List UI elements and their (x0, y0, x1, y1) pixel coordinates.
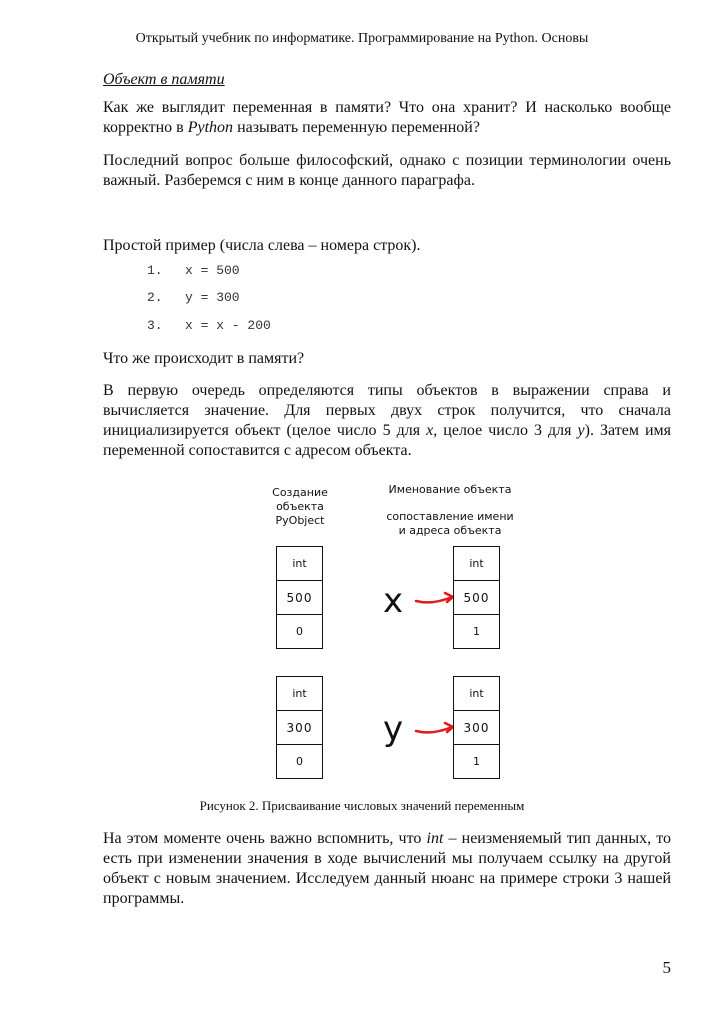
code-line-number: 2. (147, 290, 163, 305)
object-value-cell: 300 (277, 711, 322, 745)
pyobject-right-2 (453, 676, 500, 779)
object-value-cell: 300 (454, 711, 499, 745)
right-subtitle-line: и адреса объекта (398, 524, 502, 537)
closing-paragraph (103, 829, 671, 909)
figure-caption: Рисунок 2. Присваивание числовых значений переменным (199, 798, 525, 813)
page-number: 5 (662, 958, 671, 977)
object-value-cell: 500 (454, 581, 499, 615)
code-line-number: 3. (147, 318, 163, 333)
object-refcount-cell: 0 (296, 755, 303, 768)
p5-part1: В первую очередь определяются типы объектов в выражении справа и вычисляется значение. Для первых двух строк получится, что сначала инициализируется объект (целое число 5 для (103, 382, 671, 439)
variable-name-y: y (383, 709, 404, 749)
variable-name-x: x (383, 581, 404, 621)
closing-int: int (426, 830, 444, 847)
closing-after: – неизменяемый тип данных, то есть при изменении значения в ходе вычислений мы получаем ссылку на другой объект с новым значением. Исследуем данный нюанс на примере строки 3 нашей программы. (103, 830, 671, 907)
paragraph-2: Последний вопрос больше философский, однако с позиции терминологии очень важный. Разберемся с ним в конце данного параграфа. (103, 152, 671, 189)
p1-before: Как же выглядит переменная в памяти? Что она хранит? И насколько вообще корректно в (103, 99, 671, 136)
object-refcount-cell: 1 (473, 755, 480, 768)
left-title-line: PyObject (275, 514, 325, 527)
left-title-line: объекта (276, 500, 324, 513)
paragraph-3: Простой пример (числа слева – номера строк). (103, 237, 421, 254)
left-column-title (250, 486, 350, 528)
code-line-3 (147, 318, 271, 333)
running-header: Открытый учебник по информатике. Программирование на Python. Основы (135, 31, 589, 46)
object-type-cell: int (277, 547, 322, 581)
paragraph-1 (103, 98, 671, 138)
p5-y: y (577, 422, 585, 439)
object-value-cell: 500 (277, 581, 322, 615)
code-line-2 (147, 290, 240, 305)
object-type-cell: int (454, 547, 499, 581)
left-title-line: Создание (272, 486, 328, 499)
code-line-number: 1. (147, 263, 163, 278)
p1-python: Python (187, 119, 234, 136)
arrow-icon (414, 588, 456, 608)
section-subtitle (103, 70, 671, 90)
code-line-text: x = 500 (185, 263, 240, 278)
object-refcount-cell: 1 (473, 625, 480, 638)
pyobject-left-2 (276, 676, 323, 779)
p1-after: называть переменную переменной? (233, 119, 480, 136)
object-type-cell: int (454, 677, 499, 711)
pyobject-right-1 (453, 546, 500, 649)
right-column-title: Именование объекта (388, 483, 512, 496)
paragraph-5 (103, 381, 671, 461)
p5-part2: , целое число 3 для (433, 422, 578, 439)
paragraph-4: Что же происходит в памяти? (103, 350, 305, 367)
object-type-cell: int (277, 677, 322, 711)
section-subtitle-text: Объект в памяти (103, 71, 225, 88)
pyobject-left-1 (276, 546, 323, 649)
right-subtitle-line: сопоставление имени (386, 510, 514, 523)
arrow-icon (414, 718, 456, 738)
closing-before: На этом моменте очень важно вспомнить, что (103, 830, 427, 847)
object-refcount-cell: 0 (296, 625, 303, 638)
p5-part3: ). Затем имя переменной сопоставится с адресом объекта. (103, 422, 672, 459)
code-line-text: y = 300 (185, 290, 240, 305)
memory-figure (250, 478, 540, 796)
p5-x: x (426, 422, 434, 439)
right-column-subtitle (360, 510, 540, 538)
code-line-text: x = x - 200 (185, 318, 271, 333)
code-line-1 (147, 263, 240, 278)
